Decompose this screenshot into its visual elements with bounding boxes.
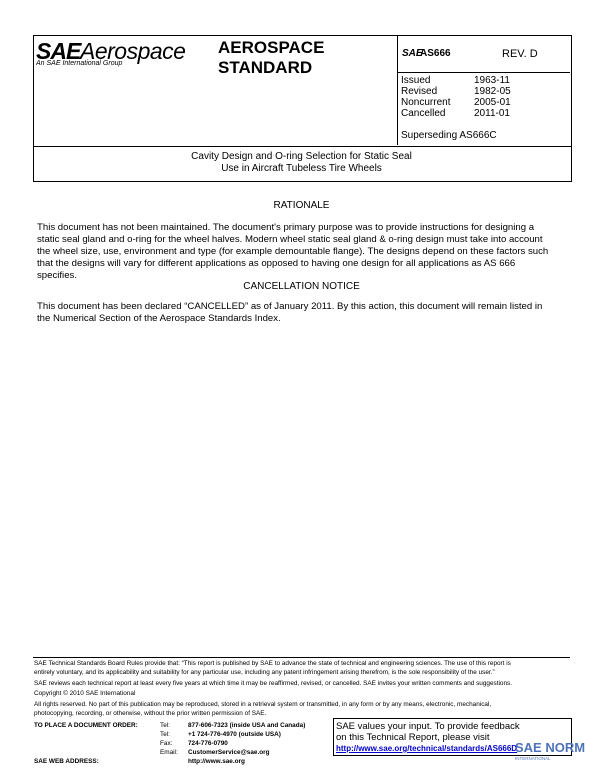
watermark-logo: SAE NORM (515, 740, 586, 755)
standard-title (218, 38, 324, 78)
rationale-line: that the designs will vary for different applications as opposed to having one design for all applications as AS 666 (37, 258, 516, 269)
cancellation-line: the Numerical Section of the Aerospace Standards Index. (37, 313, 281, 324)
logo-subtitle: An SAE International Group (36, 60, 123, 67)
web-label: SAE WEB ADDRESS: (34, 758, 99, 765)
feedback-line2: on this Technical Report, please visit (336, 732, 490, 743)
contact-key: Fax: (160, 740, 173, 747)
rationale-line: static seal gland and o-ring for the wheel halves. Modern wheel static seal gland & o-ring design must take into account (37, 234, 543, 245)
header-divider (397, 35, 398, 145)
contact-key: Tel: (160, 722, 170, 729)
standard-title-line2: STANDARD (218, 58, 313, 77)
history-label: Noncurrent (401, 97, 451, 108)
history-date: 1963-11 (474, 75, 510, 86)
rationale-line: This document has not been maintained. The document's primary purpose was to provide instructions for designing a (37, 222, 535, 233)
web-address-link[interactable]: http://www.sae.org (188, 758, 245, 765)
rights-line: photocopying, recording, or otherwise, without the prior written permission of SAE. (34, 710, 267, 717)
standard-title-line1: AEROSPACE (218, 38, 325, 57)
doc-sae-logo: SAE (402, 48, 423, 59)
rationale-line: specifies. (37, 270, 77, 281)
history-separator (397, 72, 570, 73)
rules-line: SAE Technical Standards Board Rules provide that: “This report is published by SAE to advance the state of technical and engineering sciences. The use of this report is (34, 660, 511, 667)
order-label: TO PLACE A DOCUMENT ORDER: (34, 722, 138, 729)
contact-phone[interactable]: 877-606-7323 (inside USA and Canada) (188, 722, 306, 729)
rights-line: All rights reserved. No part of this publication may be reproduced, stored in a retrieval system or transmitted, in any form or by any means, electronic, mechanical, (34, 701, 492, 708)
history-label: Cancelled (401, 108, 446, 119)
copyright: Copyright © 2010 SAE International (34, 690, 136, 697)
feedback-link[interactable]: http://www.sae.org/technical/standards/AS666D (336, 744, 518, 753)
history-date: 1982-05 (474, 86, 511, 97)
history-date: 2005-01 (474, 97, 511, 108)
history-date: 2011-01 (474, 108, 510, 119)
watermark-subtitle: INTERNATIONAL (515, 756, 551, 761)
history-label: Issued (401, 75, 431, 86)
contact-email[interactable]: CustomerService@sae.org (188, 749, 270, 756)
cancellation-heading: CANCELLATION NOTICE (243, 281, 360, 292)
feedback-line1: SAE values your input. To provide feedback (336, 721, 520, 732)
footer-rule (33, 657, 570, 658)
contact-fax[interactable]: 724-776-0790 (188, 740, 228, 747)
superseding: Superseding AS666C (401, 130, 497, 141)
document-title-line1: Cavity Design and O-ring Selection for Static Seal (191, 151, 412, 162)
revision: REV. D (502, 48, 538, 60)
sae-logo: SAE (36, 38, 81, 64)
review-line: SAE reviews each technical report at least every five years at which time it may be reaffirmed, revised, or cancelled. SAE invites your written comments and suggestions. (34, 680, 512, 687)
rationale-heading: RATIONALE (273, 200, 330, 211)
contact-key: Email: (160, 749, 178, 756)
history-label: Revised (401, 86, 438, 97)
aerospace-logo-text: Aerospace (80, 38, 186, 64)
cancellation-line: This document has been declared “CANCELLED” as of January 2011. By this action, this document will remain listed in (37, 301, 543, 312)
contact-phone[interactable]: +1 724-776-4970 (outside USA) (188, 731, 281, 738)
rationale-line: the wheel size, use, environment and type (for example demountable flange). The designs depend on these factors such (37, 246, 549, 257)
rules-line: entirely voluntary, and its applicability and suitability for any particular use, including any patent infringement arising therefrom, is the sole responsibility of the user.” (34, 669, 495, 676)
doc-number: AS666 (420, 48, 451, 59)
contact-key: Tel: (160, 731, 170, 738)
document-title-line2: Use in Aircraft Tubeless Tire Wheels (221, 163, 382, 174)
